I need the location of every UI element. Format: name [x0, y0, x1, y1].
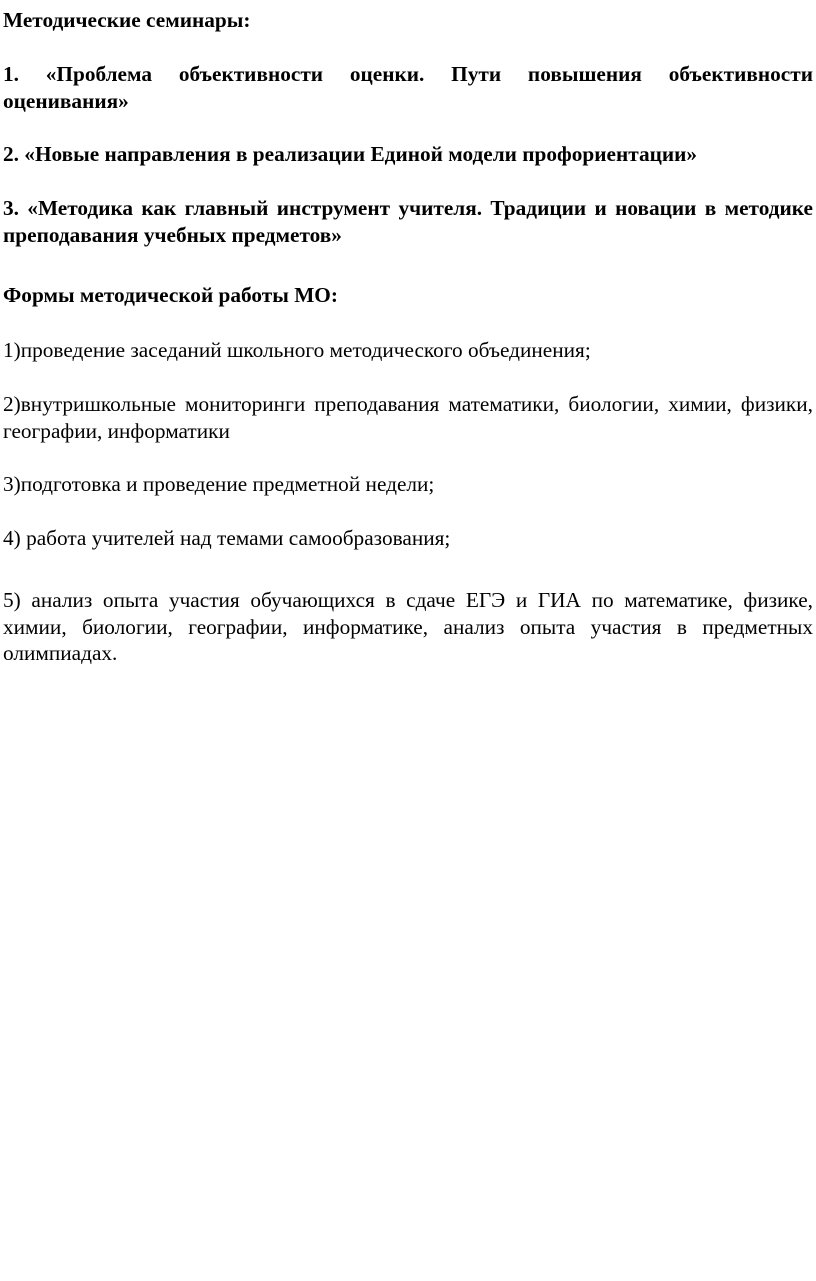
- seminar-item-2: 2. «Новые направления в реализации Единой модели профориентации»: [3, 142, 698, 166]
- seminar-item-1: 1. «Проблема объективности оценки. Пути повышения объективности оценивания»: [3, 62, 813, 113]
- form-item-1: 1)проведение заседаний школьного методического объединения;: [3, 338, 591, 362]
- form-item-3: 3)подготовка и проведение предметной недели;: [3, 472, 435, 496]
- section-title-seminars: Методические семинары:: [3, 8, 251, 32]
- form-item-4: 4) работа учителей над темами самообразования;: [3, 526, 451, 550]
- form-item-5: 5) анализ опыта участия обучающихся в сдаче ЕГЭ и ГИА по математике, физике, химии, биологии, географии, информатике, анализ опыта участия в предметных олимпиадах.: [3, 588, 813, 665]
- form-item-2: 2)внутришкольные мониторинги преподавания математики, биологии, химии, физики, географии, информатики: [3, 392, 813, 443]
- section-title-forms: Формы методической работы МО:: [3, 283, 338, 307]
- seminar-item-3: 3. «Методика как главный инструмент учителя. Традиции и новации в методике преподавания учебных предметов»: [3, 196, 813, 247]
